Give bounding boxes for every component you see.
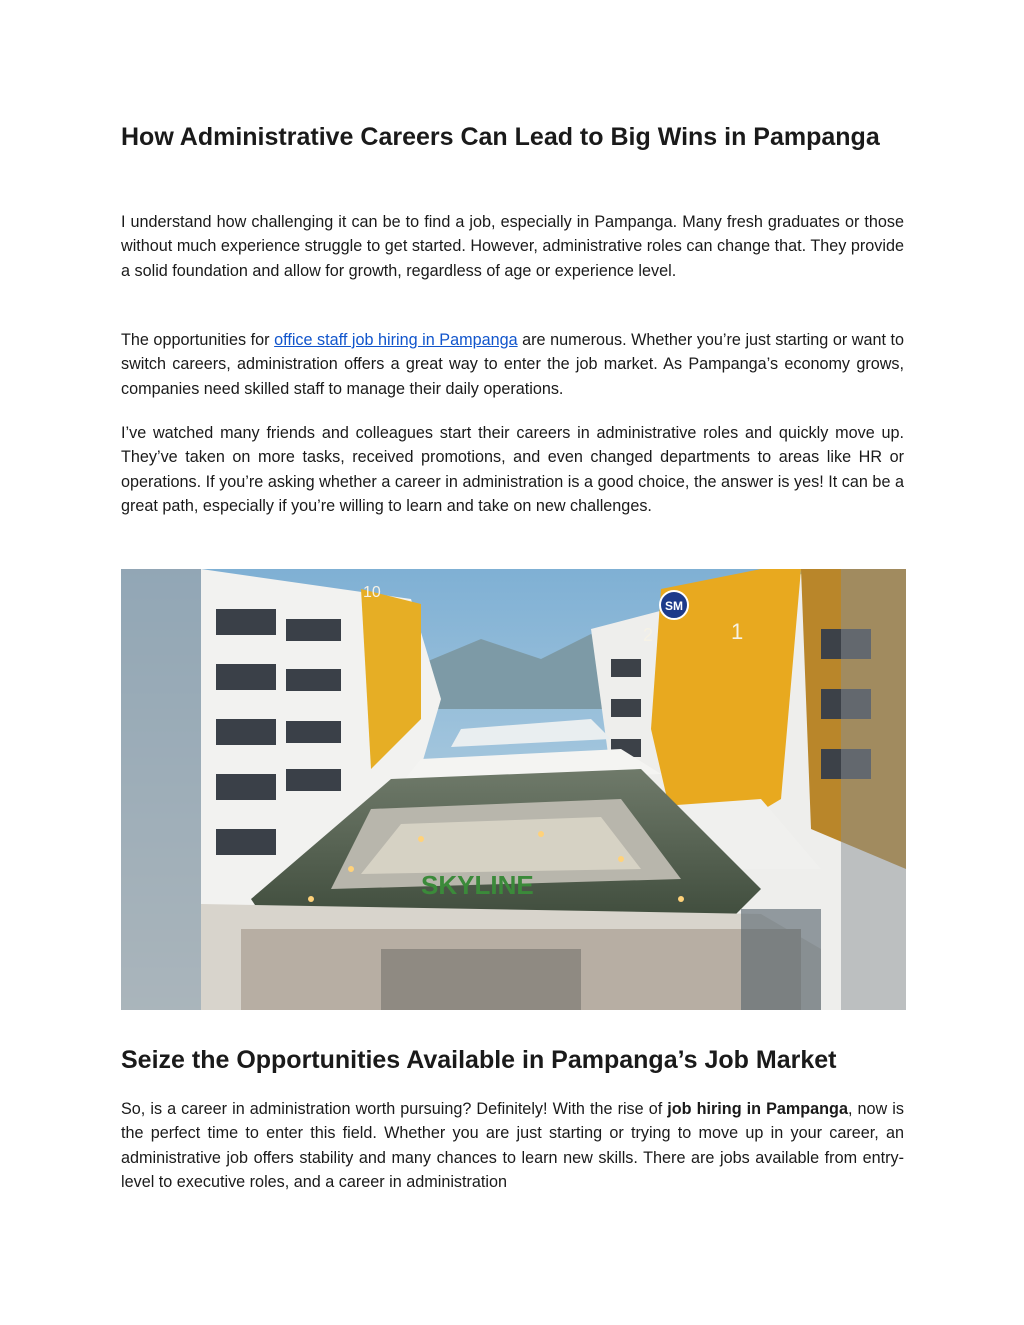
opportunities-paragraph (121, 328, 904, 401)
experience-paragraph: I’ve watched many friends and colleagues start their careers in administrative roles and quickly move up. They’ve taken on more tasks, received promotions, and even changed departments to areas like HR or operations. If you’re asking whether a career in administration is a good choice, the answer is yes! It can be a great path, especially if you’re willing to learn and take on new challenges. (121, 424, 904, 516)
office-staff-job-link[interactable]: office staff job hiring in Pampanga (274, 331, 518, 349)
article-title: How Administrative Careers Can Lead to Big Wins in Pampanga (121, 123, 880, 151)
sm-logo: SM (665, 599, 683, 613)
paragraph-text: are numerous. Whether you’re just starting or want to switch careers, administration offers a great way to enter the job market. As Pampanga’s economy grows, companies need skilled staff to manage their daily operations. (121, 331, 904, 398)
worth-pursuing-paragraph (121, 1097, 904, 1195)
bold-keyword: job hiring in Pampanga (667, 1100, 848, 1118)
mall-photo (121, 569, 906, 1010)
building-number-1: 1 (731, 619, 744, 644)
building-number-2: 2 (643, 625, 654, 645)
paragraph-text: So, is a career in administration worth pursuing? Definitely! With the rise of (121, 1100, 668, 1118)
intro-paragraph: I understand how challenging it can be to find a job, especially in Pampanga. Many fresh graduates or those without much experience struggle to get started. However, administrative roles can change that. They provide a solid foundation and allow for growth, regardless of age or experience level. (121, 213, 904, 280)
paragraph-text: The opportunities for (121, 331, 275, 349)
building-number-10: 10 (363, 584, 381, 601)
section-heading: Seize the Opportunities Available in Pampanga’s Job Market (121, 1046, 837, 1074)
mall-illustration (121, 569, 906, 1010)
skyline-garden-sign: SKYLINE (421, 870, 534, 900)
paragraph-text: , now is the perfect time to enter this field. Whether you are just starting or trying to move up in your career, an administrative job offers stability and many chances to learn new skills. There are jobs available from entry-level to executive roles, and a career in administration (121, 1100, 904, 1192)
